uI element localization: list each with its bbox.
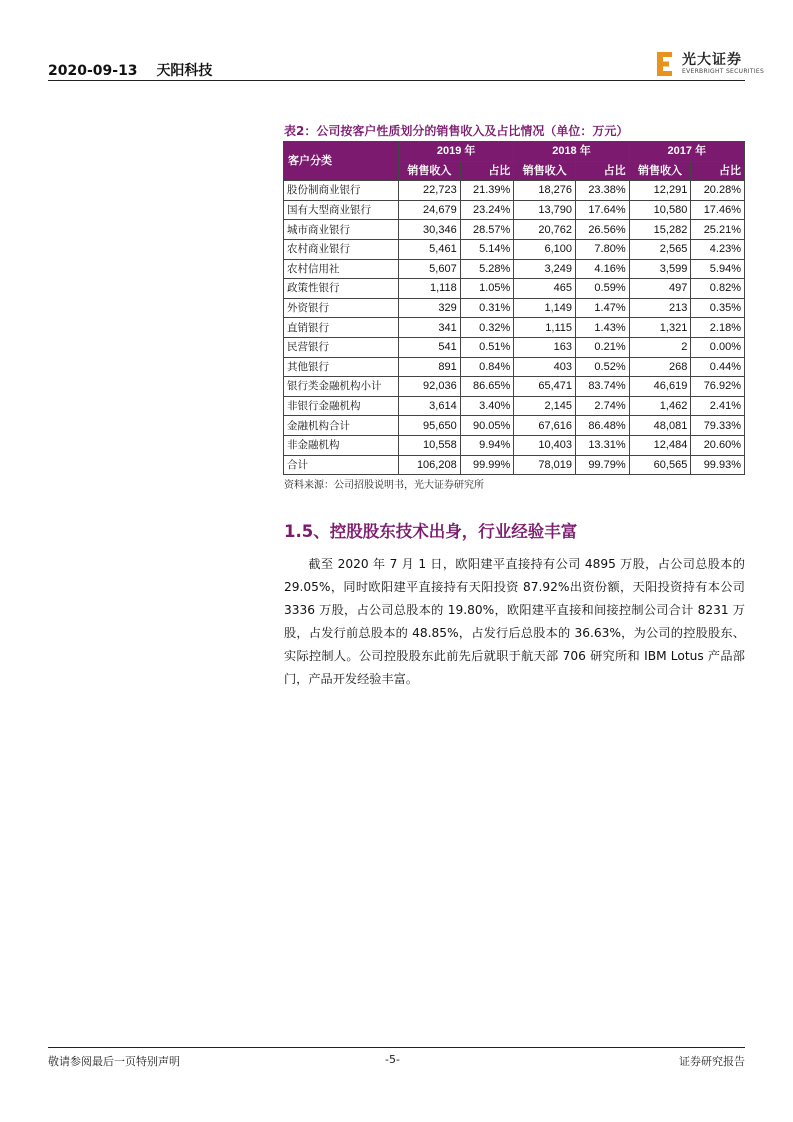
share-cell: 26.56%	[576, 220, 630, 240]
revenue-cell: 65,471	[514, 377, 576, 397]
share-cell: 0.21%	[576, 337, 630, 357]
share-cell: 3.40%	[460, 396, 514, 416]
sales-by-customer-table	[283, 141, 745, 475]
everbright-logo	[656, 50, 764, 78]
row-label: 农村商业银行	[284, 239, 399, 259]
share-cell: 86.48%	[576, 416, 630, 436]
share-cell: 90.05%	[460, 416, 514, 436]
table-row	[284, 279, 745, 299]
share-cell: 0.82%	[691, 279, 745, 299]
sub-header-share: 占比	[576, 161, 630, 181]
table-row	[284, 200, 745, 220]
revenue-cell: 106,208	[399, 455, 461, 475]
revenue-cell: 1,321	[629, 318, 691, 338]
revenue-cell: 12,484	[629, 435, 691, 455]
revenue-cell: 1,115	[514, 318, 576, 338]
row-label: 股份制商业银行	[284, 181, 399, 201]
share-cell: 5.14%	[460, 239, 514, 259]
share-cell: 79.33%	[691, 416, 745, 436]
share-cell: 86.65%	[460, 377, 514, 397]
sub-header-revenue: 销售收入	[514, 161, 576, 181]
revenue-cell: 3,614	[399, 396, 461, 416]
revenue-cell: 891	[399, 357, 461, 377]
revenue-cell: 10,580	[629, 200, 691, 220]
row-label: 政策性银行	[284, 279, 399, 299]
share-cell: 1.43%	[576, 318, 630, 338]
revenue-cell: 24,679	[399, 200, 461, 220]
revenue-cell: 95,650	[399, 416, 461, 436]
sub-header-revenue: 销售收入	[629, 161, 691, 181]
revenue-cell: 541	[399, 337, 461, 357]
company-name: 天阳科技	[156, 63, 213, 79]
sub-header-share: 占比	[460, 161, 514, 181]
row-label: 银行类金融机构小计	[284, 377, 399, 397]
share-cell: 0.59%	[576, 279, 630, 299]
table-year-header-row	[284, 142, 745, 162]
year-header: 2018 年	[514, 142, 629, 162]
row-label: 国有大型商业银行	[284, 200, 399, 220]
share-cell: 0.52%	[576, 357, 630, 377]
share-cell: 99.93%	[691, 455, 745, 475]
category-header: 客户分类	[284, 142, 399, 181]
share-cell: 0.00%	[691, 337, 745, 357]
revenue-cell: 92,036	[399, 377, 461, 397]
row-label: 非银行金融机构	[284, 396, 399, 416]
everbright-logo-icon	[656, 51, 678, 77]
share-cell: 0.31%	[460, 298, 514, 318]
revenue-cell: 20,762	[514, 220, 576, 240]
section-heading: 1.5、控股股东技术出身，行业经验丰富	[284, 522, 578, 541]
row-label: 其他银行	[284, 357, 399, 377]
share-cell: 20.28%	[691, 181, 745, 201]
row-label: 直销银行	[284, 318, 399, 338]
table-row	[284, 239, 745, 259]
table-row	[284, 455, 745, 475]
share-cell: 83.74%	[576, 377, 630, 397]
year-header: 2017 年	[629, 142, 744, 162]
revenue-cell: 1,118	[399, 279, 461, 299]
table-title: 表2：公司按客户性质划分的销售收入及占比情况（单位：万元）	[284, 124, 629, 138]
footer-report-type: 证券研究报告	[679, 1055, 745, 1068]
share-cell: 23.38%	[576, 181, 630, 201]
share-cell: 0.35%	[691, 298, 745, 318]
revenue-cell: 78,019	[514, 455, 576, 475]
revenue-cell: 163	[514, 337, 576, 357]
revenue-cell: 2,565	[629, 239, 691, 259]
revenue-cell: 2,145	[514, 396, 576, 416]
revenue-cell: 465	[514, 279, 576, 299]
footer-disclaimer: 敬请参阅最后一页特别声明	[48, 1055, 180, 1068]
share-cell: 99.79%	[576, 455, 630, 475]
sub-header-share: 占比	[691, 161, 745, 181]
share-cell: 13.31%	[576, 435, 630, 455]
sub-header-revenue: 销售收入	[399, 161, 461, 181]
share-cell: 1.47%	[576, 298, 630, 318]
share-cell: 5.28%	[460, 259, 514, 279]
share-cell: 1.05%	[460, 279, 514, 299]
share-cell: 2.41%	[691, 396, 745, 416]
revenue-cell: 60,565	[629, 455, 691, 475]
revenue-cell: 12,291	[629, 181, 691, 201]
page-number: -5-	[385, 1053, 400, 1066]
revenue-cell: 3,249	[514, 259, 576, 279]
share-cell: 25.21%	[691, 220, 745, 240]
revenue-cell: 329	[399, 298, 461, 318]
brand-name-en: EVERBRIGHT SECURITIES	[682, 67, 765, 75]
share-cell: 2.18%	[691, 318, 745, 338]
revenue-cell: 341	[399, 318, 461, 338]
revenue-cell: 48,081	[629, 416, 691, 436]
revenue-cell: 3,599	[629, 259, 691, 279]
revenue-cell: 10,558	[399, 435, 461, 455]
brand-name: 光大证券	[682, 51, 742, 68]
revenue-cell: 213	[629, 298, 691, 318]
revenue-cell: 15,282	[629, 220, 691, 240]
share-cell: 28.57%	[460, 220, 514, 240]
revenue-cell: 1,149	[514, 298, 576, 318]
row-label: 金融机构合计	[284, 416, 399, 436]
body-paragraph: 截至 2020 年 7 月 1 日，欧阳建平直接持有公司 4895 万股，占公司总股本的 29.05%，同时欧阳建平直接持有天阳投资 87.92%出资份额，天阳投资持有本公司 3336 万股，占公司总股本的 19.80%，欧阳建平直接和间接控制公司合计 8231 万股，占发行前总股本的 48.85%，占发行后总股本的 36.63%，为公司的控股股东、实际控制人。公司控股股东此前先后就职于航天部 706 研究所和 IBM Lotus 产品部门，产品开发经验丰富。	[284, 557, 745, 686]
share-cell: 21.39%	[460, 181, 514, 201]
row-label: 农村信用社	[284, 259, 399, 279]
share-cell: 0.44%	[691, 357, 745, 377]
table-row	[284, 220, 745, 240]
share-cell: 0.32%	[460, 318, 514, 338]
revenue-cell: 10,403	[514, 435, 576, 455]
revenue-cell: 1,462	[629, 396, 691, 416]
share-cell: 17.46%	[691, 200, 745, 220]
row-label: 民营银行	[284, 337, 399, 357]
table-row	[284, 435, 745, 455]
share-cell: 7.80%	[576, 239, 630, 259]
share-cell: 23.24%	[460, 200, 514, 220]
table-row	[284, 337, 745, 357]
share-cell: 4.23%	[691, 239, 745, 259]
revenue-cell: 2	[629, 337, 691, 357]
table-row	[284, 298, 745, 318]
row-label: 城市商业银行	[284, 220, 399, 240]
year-header: 2019 年	[399, 142, 514, 162]
table-row	[284, 357, 745, 377]
revenue-cell: 13,790	[514, 200, 576, 220]
table-row	[284, 181, 745, 201]
revenue-cell: 5,461	[399, 239, 461, 259]
share-cell: 2.74%	[576, 396, 630, 416]
share-cell: 17.64%	[576, 200, 630, 220]
table-body	[284, 181, 745, 475]
share-cell: 99.99%	[460, 455, 514, 475]
row-label: 合计	[284, 455, 399, 475]
revenue-cell: 497	[629, 279, 691, 299]
revenue-cell: 6,100	[514, 239, 576, 259]
page-header	[48, 60, 212, 80]
row-label: 外资银行	[284, 298, 399, 318]
table-row	[284, 416, 745, 436]
share-cell: 5.94%	[691, 259, 745, 279]
table-row	[284, 377, 745, 397]
row-label: 非金融机构	[284, 435, 399, 455]
share-cell: 76.92%	[691, 377, 745, 397]
table-row	[284, 396, 745, 416]
revenue-cell: 22,723	[399, 181, 461, 201]
revenue-cell: 5,607	[399, 259, 461, 279]
table-source: 资料来源：公司招股说明书，光大证券研究所	[284, 480, 484, 491]
revenue-cell: 268	[629, 357, 691, 377]
revenue-cell: 46,619	[629, 377, 691, 397]
footer-divider	[48, 1047, 745, 1048]
table-row	[284, 318, 745, 338]
share-cell: 0.84%	[460, 357, 514, 377]
header-divider	[48, 80, 745, 81]
report-date: 2020-09-13	[48, 63, 138, 79]
share-cell: 20.60%	[691, 435, 745, 455]
revenue-cell: 30,346	[399, 220, 461, 240]
revenue-cell: 18,276	[514, 181, 576, 201]
revenue-cell: 67,616	[514, 416, 576, 436]
table-row	[284, 259, 745, 279]
share-cell: 9.94%	[460, 435, 514, 455]
revenue-cell: 403	[514, 357, 576, 377]
share-cell: 0.51%	[460, 337, 514, 357]
share-cell: 4.16%	[576, 259, 630, 279]
